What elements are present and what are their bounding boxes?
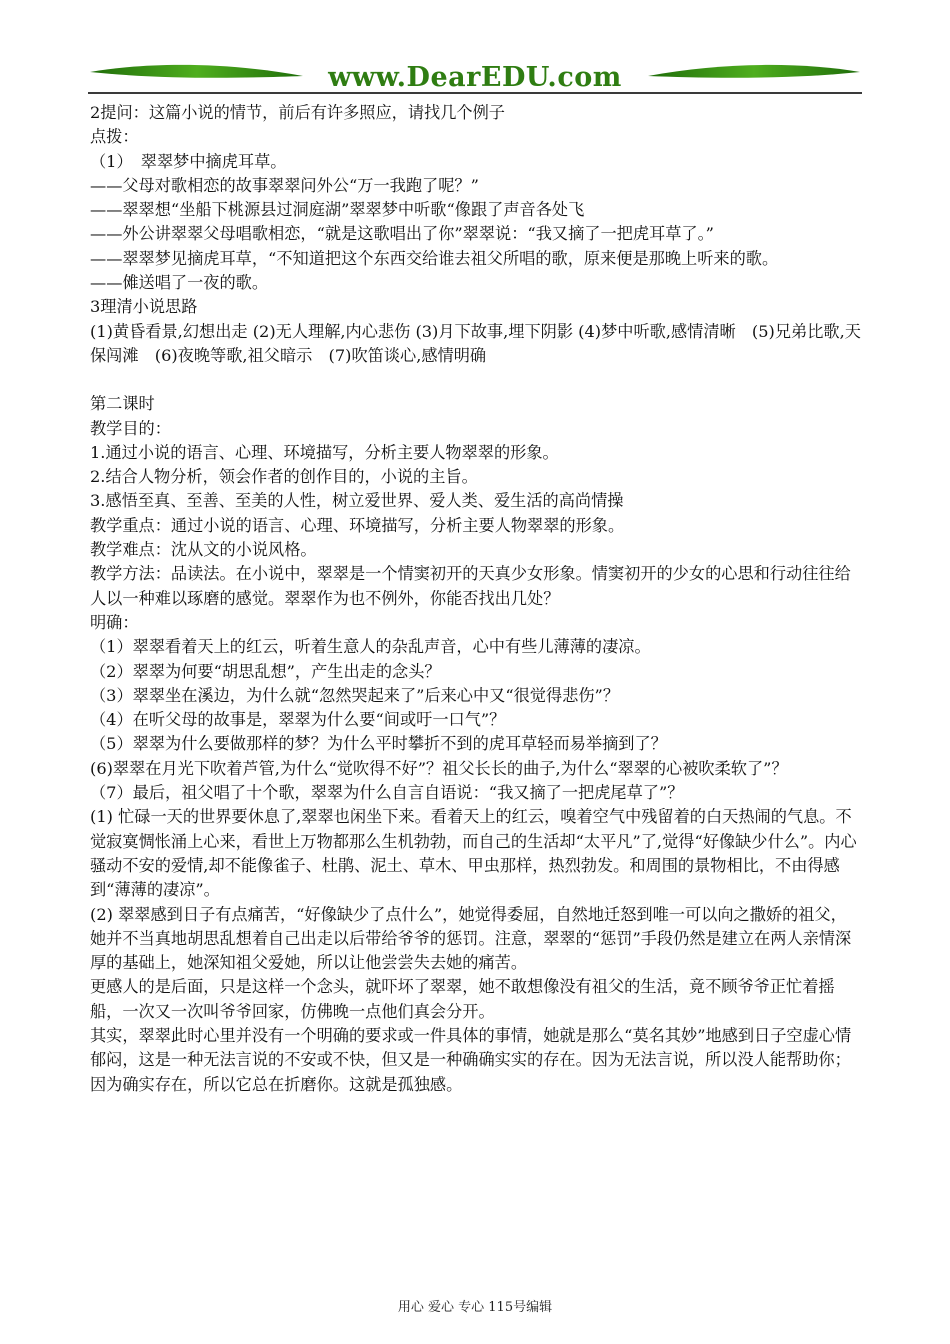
hint-label: 点拨： — [90, 127, 139, 147]
lesson-title: 第二课时 — [90, 394, 155, 414]
objectives-label: 教学目的： — [90, 418, 171, 438]
plot-outline: (1)黄昏看景,幻想出走 (2)无人理解,内心悲伤 (3)月下故事,埋下阴影 (4)梦中听歌,感情清晰 (5)兄弟比歌,天保闯滩 (6)夜晚等歌,祖父暗示 (7)吹笛谈心,感情明确 — [90, 321, 861, 365]
key-point: 教学重点：通过小说的语言、心理、环境描写，分析主要人物翠翠的形象。 — [90, 515, 625, 535]
question-item: （7）最后，祖父唱了十个歌，翠翠为什么自言自语说：“我又摘了一把虎尾草了”？ — [90, 783, 684, 803]
question-item: （3）翠翠坐在溪边，为什么就“忽然哭起来了”后来心中又“很觉得悲伤”？ — [90, 685, 620, 705]
echo-line: ——翠翠想“坐船下桃源县过洞庭湖”翠翠梦中听歌“像跟了声音各处飞 — [90, 200, 585, 220]
echo-line: ——翠翠梦见摘虎耳草，“不知道把这个东西交给谁去祖父所唱的歌，原来便是那晚上听来的歌。 — [90, 248, 779, 268]
clarify-label: 明确： — [90, 612, 139, 632]
difficulty: 教学难点：沈从文的小说风格。 — [90, 540, 317, 560]
page-footer: 用心 爱心 专心 115号编辑 — [397, 1300, 553, 1315]
echo-line: ——外公讲翠翠父母唱歌相恋，“就是这歌唱出了你”翠翠说：“我又摘了一把虎耳草了。” — [90, 224, 714, 244]
teaching-method: 教学方法：品读法。在小说中，翠翠是一个情窦初开的天真少女形象。情窦初开的少女的心思和行动往往给人以一种难以琢磨的感觉。翠翠作为也不例外，你能否找出几处？ — [90, 564, 851, 608]
echo-line: ——傩送唱了一夜的歌。 — [90, 273, 269, 293]
section-heading: 3理清小说思路 — [90, 297, 198, 317]
answer-paragraph: (1) 忙碌一天的世界要休息了,翠翠也闲坐下来。看着天上的红云，嗅着空气中残留着的白天热闹的气息。不觉寂寞惆怅涌上心来，看世上万物都那么生机勃勃，而自己的生活却“太平凡”了,觉得“好像缺少什么”。内心骚动不安的爱情,却不能像雀子、杜鹃、泥土、草木、甲虫那样，热烈勃发。和周围的景物相比，不由得感到“薄薄的凄凉”。 — [90, 807, 857, 900]
hint-item: （1） 翠翠梦中摘虎耳草。 — [90, 151, 287, 171]
question-heading: 2提问：这篇小说的情节，前后有许多照应，请找几个例子 — [90, 103, 505, 122]
site-logo-text[interactable]: www.DearEDU.com — [328, 62, 622, 93]
answer-paragraph: 其实，翠翠此时心里并没有一个明确的要求或一件具体的事情，她就是那么“莫名其妙”地感到日子空虚心情郁闷，这是一种无法言说的不安或不快，但又是一种确确实实的存在。因为无法言说，所以没人能帮助你；因为确实存在，所以它总在折磨你。这就是孤独感。 — [90, 1025, 852, 1094]
site-header-logo — [88, 58, 862, 98]
echo-line: ——父母对歌相恋的故事翠翠问外公“万一我跑了呢？” — [90, 175, 479, 195]
blank-line — [90, 368, 862, 392]
answer-paragraph: (2) 翠翠感到日子有点痛苦，“好像缺少了点什么”，她觉得委屈，自然地迁怒到唯一可以向之撒娇的祖父，她并不当真地胡思乱想着自己出走以后带给爷爷的惩罚。注意，翠翠的“惩罚”手段仍然是建立在两人亲情深厚的基础上，她深知祖父爱她，所以让他尝尝失去她的痛苦。 — [90, 904, 852, 973]
question-item: （2）翠翠为何要“胡思乱想”，产生出走的念头？ — [90, 661, 441, 681]
objective-item: 1.通过小说的语言、心理、环境描写，分析主要人物翠翠的形象。 — [90, 442, 559, 462]
question-item: （1）翠翠看着天上的红云，听着生意人的杂乱声音，心中有些儿薄薄的凄凉。 — [90, 637, 651, 657]
question-item: （5）翠翠为什么要做那样的梦？为什么平时攀折不到的虎耳草轻而易举摘到了？ — [90, 734, 667, 754]
document-body — [90, 101, 862, 1097]
answer-paragraph: 更感人的是后面，只是这样一个念头，就吓坏了翠翠，她不敢想像没有祖父的生活，竟不顾爷爷正忙着摇船，一次又一次叫爷爷回家，仿佛晚一点他们真会分开。 — [90, 977, 835, 1021]
objective-item: 3.感悟至真、至善、至美的人性，树立爱世界、爱人类、爱生活的高尚情操 — [90, 491, 624, 511]
question-item: (6)翠翠在月光下吹着芦管,为什么“觉吹得不好”？祖父长长的曲子,为什么“翠翠的心被吹柔软了”？ — [90, 758, 788, 778]
question-item: （4）在听父母的故事是，翠翠为什么要“间或吁一口气”？ — [90, 710, 506, 730]
objective-item: 2.结合人物分析，领会作者的创作目的，小说的主旨。 — [90, 467, 478, 487]
